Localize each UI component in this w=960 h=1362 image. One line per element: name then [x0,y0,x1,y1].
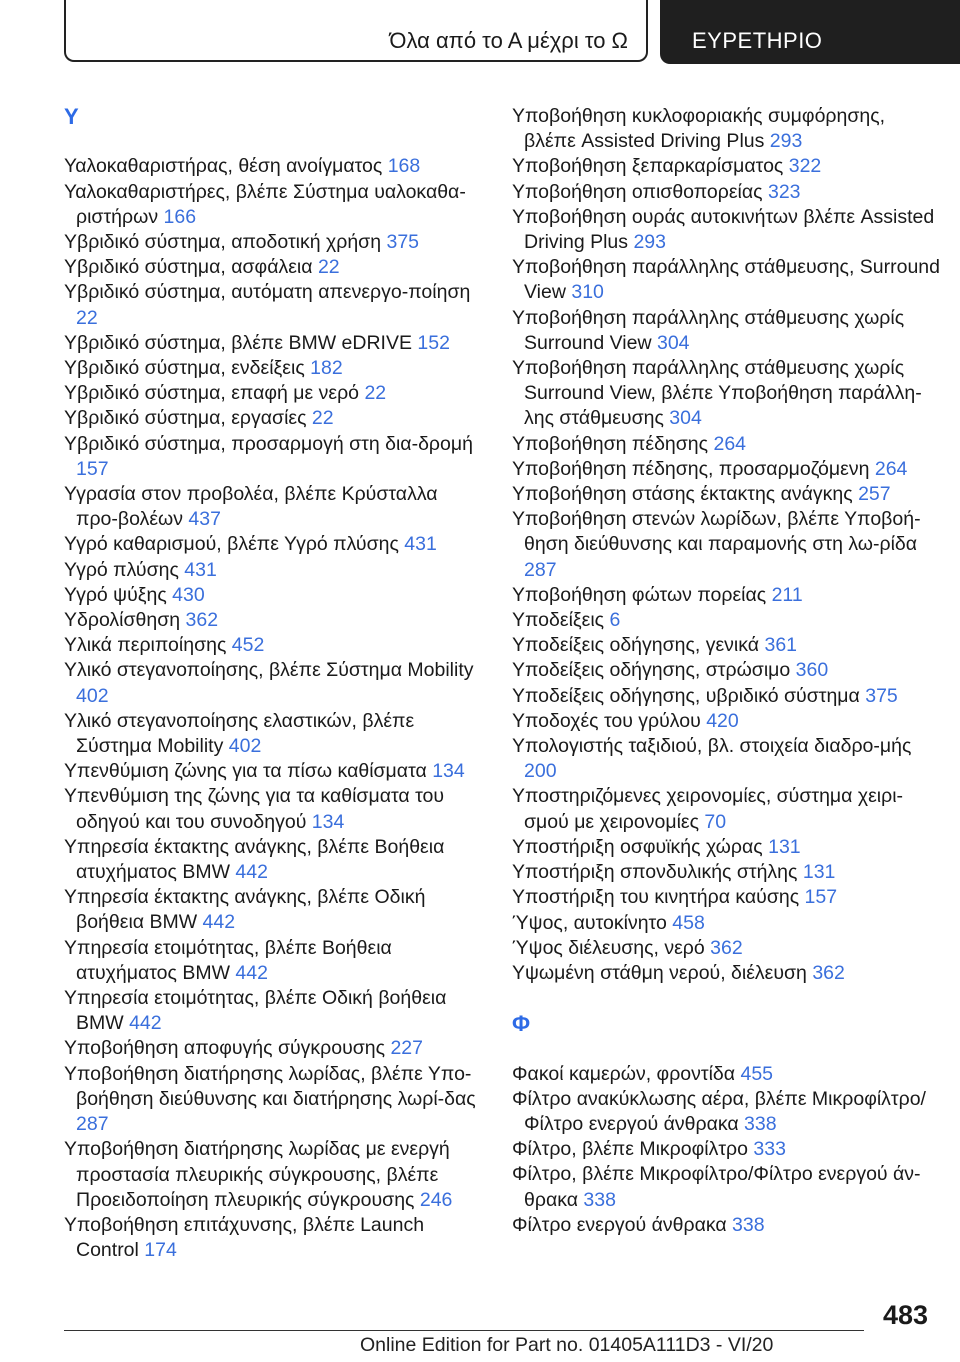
index-entry-text: Υβριδικό σύστημα, προσαρμογή στη δια‐δρομή [64,432,473,455]
page-reference-link[interactable]: 430 [172,583,205,606]
spacer [512,986,942,1011]
index-entry-text: Υψωμένη στάθμη νερού, διέλευση [512,961,813,984]
page-reference-link[interactable]: 131 [768,835,801,858]
index-entry [512,104,942,154]
page-reference-link[interactable]: 22 [311,407,334,430]
page-number: 483 [882,1300,928,1330]
index-entry [512,684,942,709]
index-entry-text: Φίλτρο, βλέπε Μικροφίλτρο/Φίλτρο ενεργού άν‐θρακα [512,1163,921,1211]
index-entry-text: Υποβοήθηση παράλληλης στάθμευσης χωρίς Surround View, βλέπε Υποβοήθηση παράλλη‐λης στάθμευσης [512,357,922,430]
index-entry-text: Υποβοήθηση ξεπαρκαρίσματος [512,155,789,178]
index-entry-text: Υπηρεσία ετοιμότητας, βλέπε Οδική βοήθεια BMW [64,987,447,1035]
page-reference-link[interactable]: 323 [767,180,801,203]
index-entry [64,633,484,658]
page-reference-link[interactable]: 431 [404,533,437,556]
index-entry-text: Υποβοήθηση στενών λωρίδων, βλέπε Υποβοή‐θηση διεύθυνσης και παραμονής στη λω‐ρίδα [512,508,921,556]
index-entry [64,482,484,532]
index-entry-text: Ύψος, αυτοκίνητο [512,911,673,934]
index-entry [64,406,484,431]
page-reference-link[interactable]: 455 [740,1062,774,1085]
page-reference-link[interactable]: 6 [609,609,621,632]
index-entry [64,280,484,330]
page-reference-link[interactable]: 360 [795,659,829,682]
page-reference-link[interactable]: 338 [744,1113,777,1136]
index-entry-text: Υποδείξεις [512,609,610,632]
page-reference-link[interactable]: 152 [417,331,450,354]
page-reference-link[interactable]: 134 [432,760,465,783]
page-reference-link[interactable]: 174 [144,1239,177,1262]
index-entry [64,1062,484,1138]
page-reference-link[interactable]: 157 [76,457,109,480]
page-reference-link[interactable]: 227 [390,1037,423,1060]
tab-a-to-z[interactable] [64,0,648,62]
footer-divider [64,1330,864,1331]
index-entry [512,1062,942,1087]
page-reference-link[interactable]: 362 [812,961,845,984]
page-reference-link[interactable]: 362 [710,936,743,959]
index-entry [512,306,942,356]
section-letter: Φ [512,1011,531,1037]
edition-note: Online Edition for Part no. 01405A111D3 - VI/20 [360,1334,774,1356]
page-reference-link[interactable]: 182 [310,357,343,379]
index-column-left [64,104,484,1263]
index-entry-text: Υποβοήθηση πέδησης [512,432,714,455]
page-reference-link[interactable]: 293 [633,231,666,254]
page-reference-link[interactable]: 131 [802,861,836,884]
page-reference-link[interactable]: 375 [865,684,898,707]
page-reference-link[interactable]: 333 [753,1138,786,1161]
index-entry [64,759,484,784]
index-entry [64,381,484,406]
index-entry-text: Υβριδικό σύστημα, επαφή με νερό [64,382,365,405]
page-reference-link[interactable]: 431 [184,558,217,581]
index-entry-text: Φακοί καμερών, φροντίδα [512,1062,741,1085]
index-entry-text: Υποβοήθηση στάσης έκτακτης ανάγκης [512,483,859,506]
index-entry-text: Υποστήριξη του κινητήρα καύσης [512,886,805,909]
header-tabs [64,0,960,64]
index-entry-text: Υποβοήθηση κυκλοφοριακής συμφόρησης, βλέπε Assisted Driving Plus [512,105,886,153]
page-reference-link[interactable]: 304 [669,407,702,430]
index-entry-text: Φίλτρο ανακύκλωσης αέρα, βλέπε Μικροφίλτρο/Φίλτρο ενεργού άνθρακα [512,1087,926,1136]
page-reference-link[interactable]: 402 [228,735,262,758]
page-reference-link[interactable]: 257 [858,483,891,506]
index-entry [512,608,942,633]
index-entry-text: Υαλοκαθαριστήρας, θέση ανοίγματος [64,155,388,178]
index-column-right [512,104,942,1238]
page-reference-link[interactable]: 211 [771,583,803,606]
index-entry [512,1162,942,1212]
index-entry [512,633,942,658]
page-reference-link[interactable]: 442 [202,911,236,934]
index-entry [64,608,484,633]
index-entry [512,180,942,205]
index-entry-text: Υγρασία στον προβολέα, βλέπε Κρύσταλλα προ‐βολέων [64,483,438,531]
page-reference-link[interactable]: 361 [764,634,798,657]
page-reference-link[interactable]: 375 [386,230,420,253]
page-reference-link[interactable]: 287 [76,1113,109,1136]
index-entry [64,154,484,179]
index-entry [512,507,942,583]
page-reference-link[interactable]: 310 [571,281,604,304]
page-reference-link[interactable]: 22 [76,306,98,329]
page-reference-link[interactable]: 70 [704,810,727,833]
page-reference-link[interactable]: 168 [387,155,421,178]
index-entry [512,784,942,834]
index-entry [64,1213,484,1263]
index-entry-text: Υποβοήθηση διατήρησης λωρίδας με ενεργή προστασία πλευρικής σύγκρουσης, βλέπε Προειδοποίηση πλευρικής σύγκρουσης [64,1138,450,1211]
index-entry [512,205,942,255]
page-reference-link[interactable]: 442 [235,861,268,884]
index-entry [512,457,942,482]
index-entry [512,356,942,432]
page-reference-link[interactable]: 458 [672,911,705,934]
index-entry [64,356,484,381]
index-entry-text: Υβριδικό σύστημα, ασφάλεια [64,256,318,279]
spacer [512,1036,942,1061]
page-reference-link[interactable]: 437 [188,508,221,531]
page-reference-link[interactable]: 452 [231,634,265,657]
index-entry [64,658,484,708]
index-entry-text: Υπηρεσία ετοιμότητας, βλέπε Βοήθεια ατυχήματος BMW [64,936,392,984]
page-reference-link[interactable]: 287 [524,558,557,581]
index-entry [64,709,484,759]
index-entry [512,1087,942,1137]
index-entry-text: Υγρό πλύσης [64,558,185,581]
page-reference-link[interactable]: 134 [311,810,345,833]
index-entry [512,860,942,885]
index-entry [64,230,484,255]
page-reference-link[interactable]: 338 [732,1213,765,1236]
index-entry [64,532,484,557]
page-reference-link[interactable]: 402 [76,684,109,707]
index-entry [512,936,942,961]
index-entry [512,709,942,734]
index-entry [512,154,942,179]
index-entry-text: Υλικά περιποίησης [64,634,232,657]
index-entry-text: Υπηρεσία έκτακτης ανάγκης, βλέπε Οδική βοήθεια BMW [64,886,426,934]
page-reference-link[interactable]: 200 [524,760,557,783]
index-entry [512,482,942,507]
index-entry-text: Φίλτρο, βλέπε Μικροφίλτρο [512,1138,754,1161]
index-entry [64,986,484,1036]
index-entry [512,658,942,683]
index-entry-text: Υβριδικό σύστημα, αποδοτική χρήση [64,230,387,253]
page-reference-link[interactable]: 166 [163,205,197,228]
index-entry-text: Υπενθύμιση ζώνης για τα πίσω καθίσματα [64,760,433,783]
index-entry-text: Υποστήριξη οσφυϊκής χώρας [512,835,769,858]
spacer [64,129,484,154]
index-entry-text: Υποβοήθηση παράλληλης στάθμευσης, Surround View [512,256,941,304]
index-entry [64,558,484,583]
index-entry-text: Υαλοκαθαριστήρες, βλέπε Σύστημα υαλοκαθα‐ριστήρων [64,180,466,228]
tab-a-to-z-label: Όλα από το Α μέχρι το Ω [389,28,628,53]
index-entry-text: Υλικό στεγανοποίησης ελαστικών, βλέπε Σύστημα Mobility [64,709,415,758]
index-entry [64,255,484,280]
tab-index[interactable] [660,0,960,64]
page-reference-link[interactable]: 293 [769,130,803,153]
index-entry [512,961,942,986]
section-letter: Υ [64,104,79,129]
index-entry-text: Υποβοήθηση φώτων πορείας [512,583,772,606]
page-reference-link[interactable]: 442 [235,961,268,984]
index-entry-text: Υβριδικό σύστημα, αυτόματη απενεργο‐ποίηση [64,281,471,304]
index-entry [512,1137,942,1162]
index-entry [512,1213,942,1238]
page-reference-link[interactable]: 322 [788,155,822,178]
index-entry-text: Υπηρεσία έκτακτης ανάγκης, βλέπε Βοήθεια ατυχήματος BMW [64,835,445,884]
index-entry-text: Υποδείξεις οδήγησης, στρώσιμο [512,659,796,682]
index-entry [512,583,942,608]
index-entry-text: Υλικό στεγανοποίησης, βλέπε Σύστημα Mobility [64,659,474,682]
index-entry-text: Υποβοήθηση επιτάχυνσης, βλέπε Launch Control [64,1213,425,1262]
page-reference-link[interactable]: 420 [706,709,739,732]
index-entry-text: Υποβοήθηση ουράς αυτοκινήτων βλέπε Assisted Driving Plus [512,205,935,254]
index-entry-text: Υπενθύμιση της ζώνης για τα καθίσματα του οδηγού και του συνοδηγού [64,785,445,833]
page-reference-link[interactable]: 157 [804,886,838,909]
index-entry-text: Υπολογιστής ταξιδιού, βλ. στοιχεία διαδρο‐μής [512,735,912,758]
index-entry [64,784,484,834]
index-entry [512,432,942,457]
page-reference-link[interactable]: 246 [419,1188,453,1211]
index-entry-text: Ύψος διέλευσης, νερό [512,936,711,959]
index-entry-text: Υγρό καθαρισμού, βλέπε Υγρό πλύσης [64,533,405,556]
index-entry [64,180,484,230]
page-reference-link[interactable]: 304 [656,331,690,354]
index-entry-text: Υποβοήθηση παράλληλης στάθμευσης χωρίς Surround View [512,306,905,354]
page-reference-link[interactable]: 22 [364,382,387,405]
index-entry-text: Υβριδικό σύστημα, βλέπε BMW eDRIVE [64,331,418,354]
page-reference-link[interactable]: 338 [583,1188,616,1211]
index-entry-text: Φίλτρο ενεργού άνθρακα [512,1213,733,1236]
index-entry [64,885,484,935]
index-entry [512,835,942,860]
index-entry-text: Υποβοήθηση αποφυγής σύγκρουσης [64,1037,391,1060]
index-entry [64,835,484,885]
index-entry [64,936,484,986]
index-entry [512,911,942,936]
page-reference-link[interactable]: 22 [317,256,340,279]
index-entry-text: Υγρό ψύξης [64,583,173,606]
index-entry-text: Υποβοήθηση πέδησης, προσαρμοζόμενη [512,457,875,480]
page-reference-link[interactable]: 264 [874,457,908,480]
index-entry-text: Υποστήριξη σπονδυλικής στήλης [512,861,803,884]
index-entry [64,1137,484,1213]
index-entry-text: Υποδοχές του γρύλου [512,709,707,732]
index-entry-text: Υβριδικό σύστημα, ενδείξεις [64,357,311,379]
index-entry-text: Υποστηριζόμενες χειρονομίες, σύστημα χειρι‐σμού με χειρονομίες [512,785,904,833]
page-reference-link[interactable]: 362 [185,609,219,632]
index-entry-text: Υποβοήθηση διατήρησης λωρίδας, βλέπε Υπο‐βοήθηση διεύθυνσης και διατήρησης λωρί‐δας [64,1062,476,1110]
index-entry [64,1036,484,1061]
index-entry [64,331,484,356]
index-entry [512,255,942,305]
index-entry-text: Υδρολίσθηση [64,609,186,632]
index-entry-text: Υποδείξεις οδήγησης, υβριδικό σύστημα [512,684,866,707]
index-entry-text: Υβριδικό σύστημα, εργασίες [64,407,312,430]
tab-index-label: ΕΥΡΕΤΗΡΙΟ [692,28,823,53]
index-entry [512,885,942,910]
index-entry [512,734,942,784]
page-reference-link[interactable]: 264 [713,432,747,455]
page-reference-link[interactable]: 442 [129,1012,162,1035]
index-entry-text: Υποδείξεις οδήγησης, γενικά [512,634,765,657]
index-entry [64,432,484,482]
index-entry-text: Υποβοήθηση οπισθοπορείας [512,180,768,203]
index-entry [64,583,484,608]
